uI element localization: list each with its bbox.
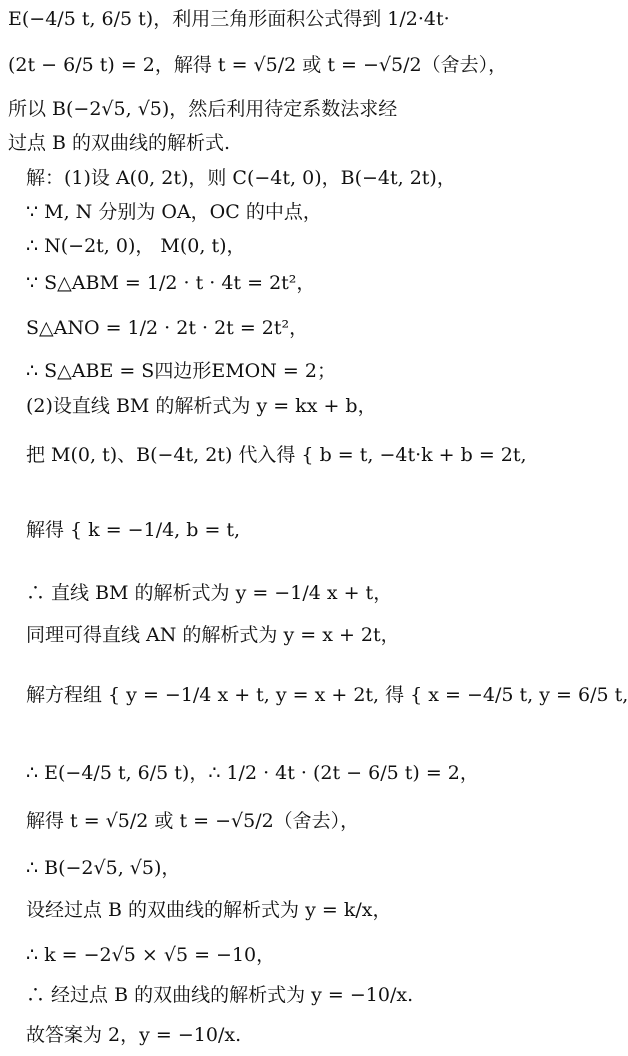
- text-line-14: ∴ 直线 BM 的解析式为 y = −1/4 x + t，: [26, 582, 393, 604]
- text-line-22: ∴ 经过点 B 的双曲线的解析式为 y = −10/x.: [26, 984, 414, 1006]
- text-line-1: E(−4/5 t, 6/5 t)，利用三角形面积公式得到 1/2·4t·: [8, 8, 450, 30]
- text-line-4: 过点 B 的双曲线的解析式.: [8, 132, 231, 154]
- text-line-8: ∵ S△ABM = 1/2 · t · 4t = 2t²，: [26, 272, 316, 294]
- text-line-20: 设经过点 B 的双曲线的解析式为 y = k/x，: [26, 899, 392, 921]
- text-line-11: (2)设直线 BM 的解析式为 y = kx + b，: [26, 395, 377, 417]
- text-line-13: 解得 { k = −1/4, b = t,: [26, 519, 241, 541]
- text-line-15: 同理可得直线 AN 的解析式为 y = x + 2t，: [26, 624, 400, 646]
- text-line-10: ∴ S△ABE = S四边形EMON = 2；: [26, 360, 336, 382]
- text-line-3: 所以 B(−2√5, √5)，然后利用待定系数法求经: [8, 98, 398, 120]
- text-line-9: S△ANO = 1/2 · 2t · 2t = 2t²，: [26, 317, 309, 339]
- text-line-2: (2t − 6/5 t) = 2，解得 t = √5/2 或 t = −√5/2（舍去），: [8, 54, 508, 76]
- text-line-5: 解：(1)设 A(0, 2t)，则 C(−4t, 0)，B(−4t, 2t)，: [26, 167, 456, 189]
- text-line-6: ∵ M, N 分别为 OA，OC 的中点，: [26, 201, 322, 223]
- text-line-7: ∴ N(−2t, 0)， M(0, t)，: [26, 235, 246, 257]
- text-line-18: 解得 t = √5/2 或 t = −√5/2（舍去），: [26, 810, 360, 832]
- text-line-21: ∴ k = −2√5 × √5 = −10，: [26, 944, 276, 966]
- text-line-23: 故答案为 2，y = −10/x.: [26, 1024, 242, 1046]
- text-line-19: ∴ B(−2√5, √5)，: [26, 857, 181, 879]
- text-line-12: 把 M(0, t)、B(−4t, 2t) 代入得 { b = t, −4t·k + b = 2t,: [26, 444, 527, 466]
- text-line-17: ∴ E(−4/5 t, 6/5 t)，∴ 1/2 · 4t · (2t − 6/5 t) = 2，: [26, 762, 479, 784]
- text-line-16: 解方程组 { y = −1/4 x + t, y = x + 2t, 得 { x = −4/5 t, y = 6/5 t,: [26, 684, 628, 706]
